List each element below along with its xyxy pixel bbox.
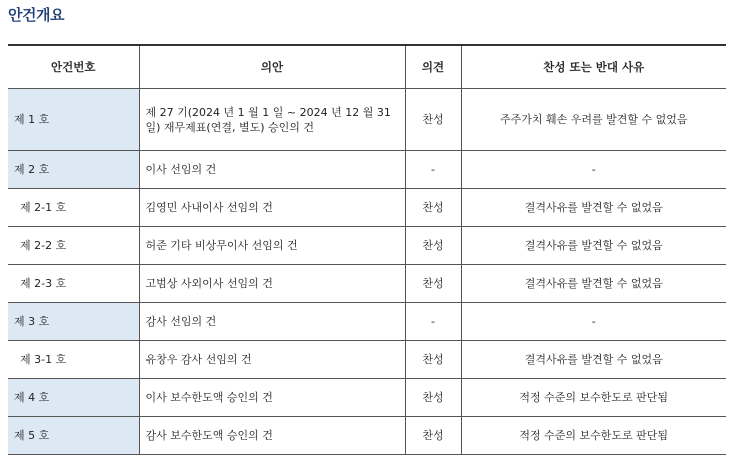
agenda-cell: 제 27 기(2024 년 1 월 1 일 ~ 2024 년 12 월 31 일) 재무제표(연결, 별도) 승인의 건	[139, 89, 405, 151]
agenda-number-cell: 제 3-1 호	[8, 341, 139, 379]
reason-cell: 결격사유를 발견할 수 없었음	[461, 227, 726, 265]
agenda-number-cell: 제 2-3 호	[8, 265, 139, 303]
table-row	[8, 227, 726, 265]
table-row	[8, 189, 726, 227]
reason-cell: 결격사유를 발견할 수 없었음	[461, 341, 726, 379]
agenda-cell: 김영민 사내이사 선임의 건	[139, 189, 405, 227]
agenda-cell: 감사 보수한도액 승인의 건	[139, 417, 405, 455]
reason-cell: 주주가치 훼손 우려를 발견할 수 없었음	[461, 89, 726, 151]
opinion-cell: 찬성	[405, 265, 461, 303]
header-opinion: 의견	[405, 45, 461, 89]
table-row	[8, 303, 726, 341]
agenda-number-cell: 제 4 호	[8, 379, 139, 417]
reason-cell: 결격사유를 발견할 수 없었음	[461, 189, 726, 227]
opinion-cell: 찬성	[405, 379, 461, 417]
agenda-cell: 고범상 사외이사 선임의 건	[139, 265, 405, 303]
agenda-cell: 허준 기타 비상무이사 선임의 건	[139, 227, 405, 265]
table-row	[8, 265, 726, 303]
agenda-cell: 이사 보수한도액 승인의 건	[139, 379, 405, 417]
agenda-cell: 감사 선임의 건	[139, 303, 405, 341]
table-row	[8, 89, 726, 151]
reason-cell: 적정 수준의 보수한도로 판단됨	[461, 417, 726, 455]
opinion-cell: 찬성	[405, 227, 461, 265]
reason-cell: 결격사유를 발견할 수 없었음	[461, 265, 726, 303]
table-row	[8, 417, 726, 455]
agenda-number-cell: 제 2 호	[8, 151, 139, 189]
opinion-cell: -	[405, 151, 461, 189]
agenda-number-cell: 제 2-1 호	[8, 189, 139, 227]
header-reason: 찬성 또는 반대 사유	[461, 45, 726, 89]
reason-cell: -	[461, 151, 726, 189]
table-header-row	[8, 45, 726, 89]
header-agenda: 의안	[139, 45, 405, 89]
agenda-number-cell: 제 5 호	[8, 417, 139, 455]
opinion-cell: 찬성	[405, 341, 461, 379]
opinion-cell: 찬성	[405, 189, 461, 227]
opinion-cell: 찬성	[405, 417, 461, 455]
agenda-table	[8, 44, 726, 455]
reason-cell: 적정 수준의 보수한도로 판단됨	[461, 379, 726, 417]
table-row	[8, 341, 726, 379]
opinion-cell: -	[405, 303, 461, 341]
agenda-cell: 이사 선임의 건	[139, 151, 405, 189]
agenda-cell: 유창우 감사 선임의 건	[139, 341, 405, 379]
header-agenda-number: 안건번호	[8, 45, 139, 89]
table-row	[8, 379, 726, 417]
section-title: 안건개요	[8, 6, 64, 24]
table-row	[8, 151, 726, 189]
reason-cell: -	[461, 303, 726, 341]
agenda-number-cell: 제 2-2 호	[8, 227, 139, 265]
opinion-cell: 찬성	[405, 89, 461, 151]
agenda-number-cell: 제 1 호	[8, 89, 139, 151]
agenda-number-cell: 제 3 호	[8, 303, 139, 341]
